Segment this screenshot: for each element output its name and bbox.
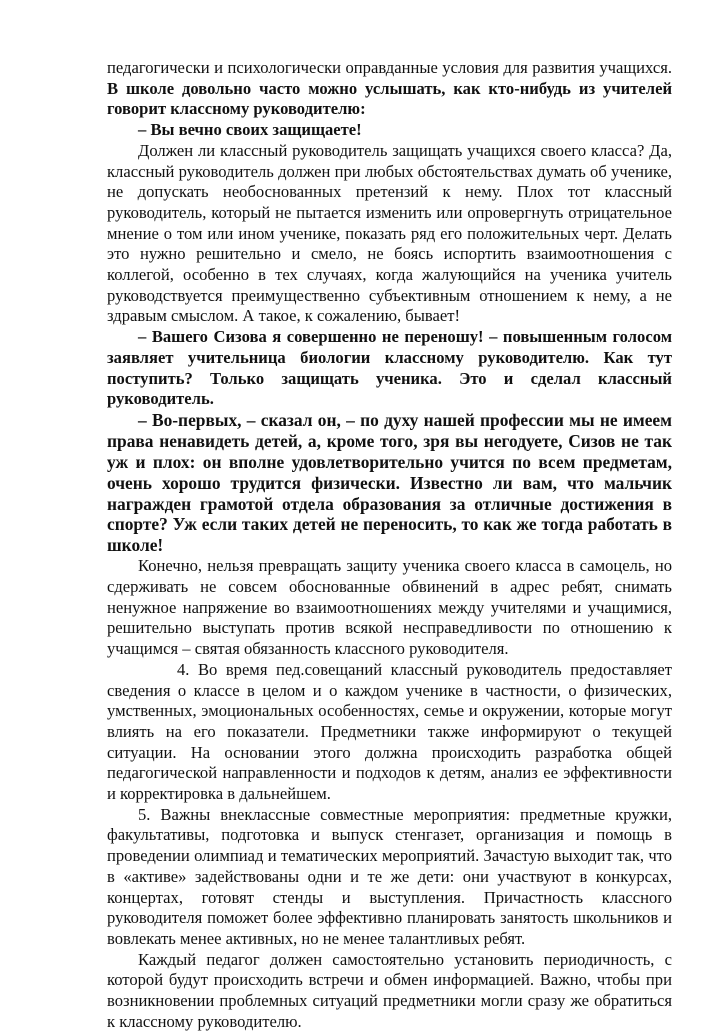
- paragraph-1: [107, 58, 672, 120]
- paragraph-8-item-5: 5. Важны внеклассные совместные мероприятия: предметные кружки, факультативы, подготовка и выпуск стенгазет, организация и помощь в проведении олимпиад и тематических мероприятий. Зачастую выходит так, что в «активе» задействованы одни и те же дети: они участвуют в конкурсах, концертах, готовят стенды и выступления. Причастность классного руководителя поможет более эффективно планировать занятость школьников и вовлекать менее активных, но не менее талантливых ребят.: [107, 804, 672, 948]
- text-column: [107, 58, 672, 1032]
- paragraph-1-bold-text: В школе довольно часто можно услышать, как кто-нибудь из учителей говорит классному руководителю:: [107, 78, 672, 119]
- paragraph-4-dialogue: – Вашего Сизова я совершенно не переношу! – повышенным голосом заявляет учительница биологии классному руководителю. Как тут поступить? Только защищать ученика. Это и сделал классный руководитель.: [107, 327, 672, 409]
- paragraph-2-quote: – Вы вечно своих защищаете!: [138, 120, 362, 140]
- paragraph-7-item-4: 4. Во время пед.совещаний классный руководитель предоставляет сведения о классе в целом и о каждом ученике в частности, о физических, умственных, эмоциональных особенностях, семье и окружении, которые могут влиять на его показатели. Предметники также информируют о текущей ситуации. На основании этого должна происходить разработка общей педагогической направленности и подходов к детям, анализ ее эффективности и корректировка в дальнейшем.: [107, 659, 672, 804]
- paragraph-6: Конечно, нельзя превращать защиту ученика своего класса в самоцель, но сдерживать не совсем обоснованные обвинений в адрес ребят, снимать ненужное напряжение во взаимоотношениях между учителями и учащимися, решительно выступать против всякой несправедливости по отношению к учащимся – святая обязанность классного руководителя.: [107, 556, 672, 659]
- paragraph-9: Каждый педагог должен самостоятельно установить периодичность, с которой будут происходить встречи и обмен информацией. Важно, чтобы при возникновении проблемных ситуаций предметники могли сразу же обратиться к классному руководителю.: [107, 949, 672, 1031]
- paragraph-3: Должен ли классный руководитель защищать учащихся своего класса? Да, классный руководитель должен при любых обстоятельствах думать об ученике, не допускать необоснованных претензий к нему. Плох тот классный руководитель, который не пытается изменить или опровергнуть отрицательное мнение о том или ином ученике, показать ряд его положительных черт. Делать это нужно решительно и смело, не боясь испортить взаимоотношения с коллегой, особенно в тех случаях, когда жалующийся на ученика учитель руководствуется преимущественно субъективным отношением к нему, а не здравым смыслом. А такое, к сожалению, бывает!: [107, 140, 672, 326]
- paragraph-5-dialogue: – Во-первых, – сказал он, – по духу нашей профессии мы не имеем права ненавидеть детей, а, кроме того, зря вы негодуете, Сизов не так уж и плох: он вполне удовлетворительно учится по всем предметам, очень хорошо трудится физически. Известно ли вам, что мальчик награжден грамотой отдела образования за отличные достижения в спорте? Уж если таких детей не переносить, то как же тогда работать в школе!: [107, 409, 672, 556]
- paragraph-1-text: педагогически и психологически оправданные условия для развития учащихся.: [107, 58, 672, 77]
